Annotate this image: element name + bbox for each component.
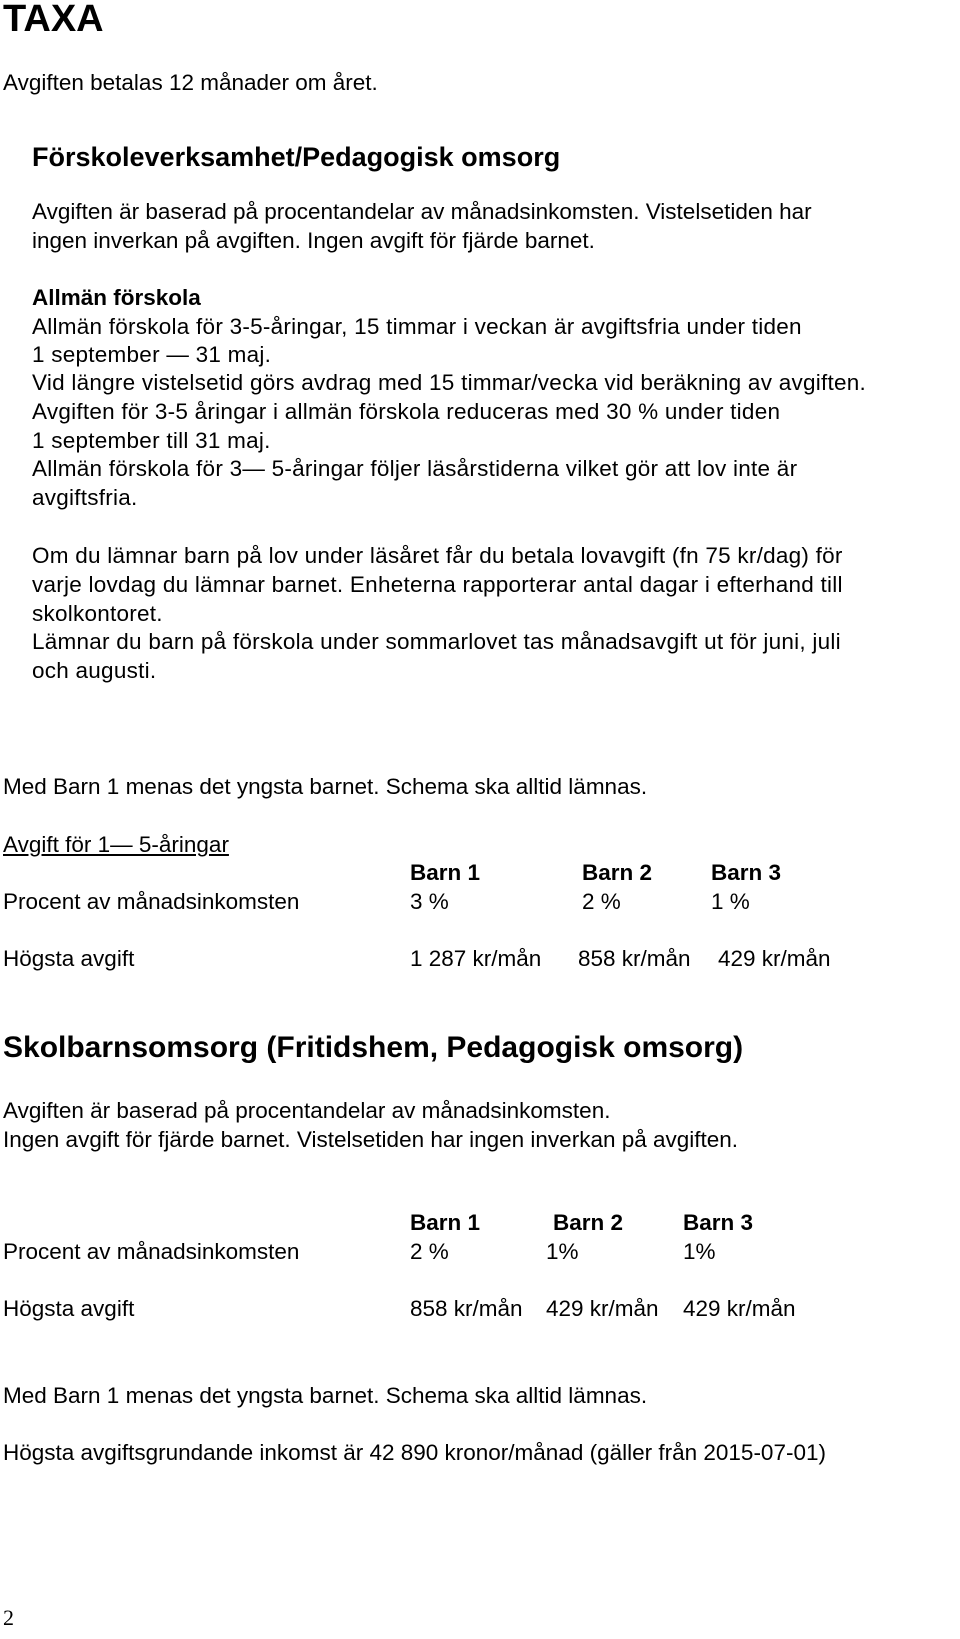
- table-cell: 429 kr/mån: [718, 946, 831, 971]
- paragraph-line: och augusti.: [32, 658, 157, 683]
- note-text: Med Barn 1 menas det yngsta barnet. Schema ska alltid lämnas.: [3, 774, 648, 799]
- table-column-header: Barn 2: [582, 860, 653, 885]
- section-heading-skolbarnsomsorg: Skolbarnsomsorg (Fritidshem, Pedagogisk omsorg): [3, 1031, 744, 1064]
- table-row-label: Högsta avgift: [3, 946, 135, 971]
- table-cell: 1%: [546, 1239, 579, 1264]
- paragraph-line: Om du lämnar barn på lov under läsåret får du betala lovavgift (fn 75 kr/dag) för: [32, 543, 843, 568]
- table-cell: 2 %: [582, 889, 621, 914]
- paragraph-line: avgiftsfria.: [32, 485, 138, 510]
- paragraph-line: 1 september — 31 maj.: [32, 342, 272, 367]
- page-number: 2: [3, 1605, 14, 1630]
- table-cell: 429 kr/mån: [546, 1296, 659, 1321]
- paragraph-line: Allmän förskola för 3— 5-åringar följer läsårstiderna vilket gör att lov inte är: [32, 456, 798, 481]
- table-cell: 858 kr/mån: [410, 1296, 523, 1321]
- paragraph-line: 1 september till 31 maj.: [32, 428, 271, 453]
- table-cell: 429 kr/mån: [683, 1296, 796, 1321]
- paragraph-line: Avgiften för 3-5 åringar i allmän förskola reduceras med 30 % under tiden: [32, 399, 781, 424]
- table-column-header: Barn 2: [553, 1210, 624, 1235]
- note-text: Med Barn 1 menas det yngsta barnet. Schema ska alltid lämnas.: [3, 1383, 648, 1408]
- paragraph-line: Avgiften är baserad på procentandelar av månadsinkomsten. Vistelsetiden har: [32, 199, 812, 224]
- paragraph-line: Vid längre vistelsetid görs avdrag med 15 timmar/vecka vid beräkning av avgiften.: [32, 370, 866, 395]
- table-row-label: Procent av månadsinkomsten: [3, 889, 300, 914]
- paragraph-line: varje lovdag du lämnar barnet. Enheterna rapporterar antal dagar i efterhand till: [32, 572, 843, 597]
- table-column-header: Barn 3: [711, 860, 782, 885]
- income-note: Högsta avgiftsgrundande inkomst är 42 890 kronor/månad (gäller från 2015-07-01): [3, 1440, 826, 1465]
- paragraph-line: Avgiften är baserad på procentandelar av månadsinkomsten.: [3, 1098, 611, 1123]
- table-row-label: Procent av månadsinkomsten: [3, 1239, 300, 1264]
- table-column-header: Barn 1: [410, 860, 481, 885]
- intro-text: Avgiften betalas 12 månader om året.: [3, 70, 378, 95]
- page-title: TAXA: [3, 0, 104, 40]
- paragraph-line: Allmän förskola för 3-5-åringar, 15 timmar i veckan är avgiftsfria under tiden: [32, 314, 802, 339]
- table-cell: 1%: [683, 1239, 716, 1264]
- paragraph-line: skolkontoret.: [32, 601, 163, 626]
- paragraph-line: Lämnar du barn på förskola under sommarlovet tas månadsavgift ut för juni, juli: [32, 629, 841, 654]
- paragraph-line: Ingen avgift för fjärde barnet. Vistelsetiden har ingen inverkan på avgiften.: [3, 1127, 739, 1152]
- subheading-allman-forskola: Allmän förskola: [32, 285, 201, 310]
- table-column-header: Barn 3: [683, 1210, 754, 1235]
- table-cell: 3 %: [410, 889, 449, 914]
- table-column-header: Barn 1: [410, 1210, 481, 1235]
- table-cell: 1 287 kr/mån: [410, 946, 542, 971]
- section-heading-forskola: Förskoleverksamhet/Pedagogisk omsorg: [32, 142, 561, 172]
- table-row-label: Högsta avgift: [3, 1296, 135, 1321]
- table-caption: Avgift för 1— 5-åringar: [3, 832, 229, 857]
- paragraph-line: ingen inverkan på avgiften. Ingen avgift för fjärde barnet.: [32, 228, 595, 253]
- table-cell: 1 %: [711, 889, 750, 914]
- table-cell: 2 %: [410, 1239, 449, 1264]
- table-cell: 858 kr/mån: [578, 946, 691, 971]
